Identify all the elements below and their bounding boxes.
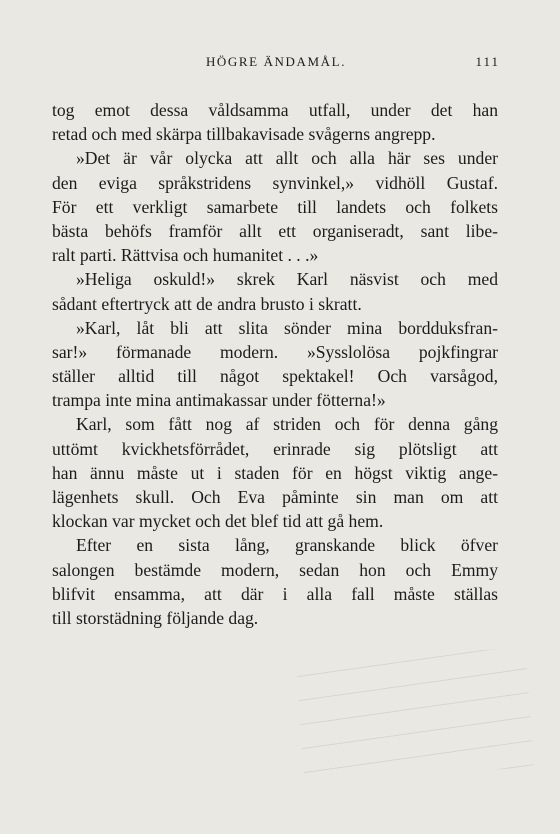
text-line: klockan var mycket och det blef tid att gå hem.	[52, 511, 384, 532]
text-line: »Heliga oskuld!» skrek Karl näsvist och med	[76, 269, 498, 290]
text-line: till storstädning följande dag.	[52, 607, 259, 628]
body-text	[52, 98, 498, 630]
text-line: För ett verkligt samarbete till landets och folkets	[52, 196, 498, 217]
text-line: han ännu måste ut i staden för en högst viktig ange-	[52, 462, 498, 483]
text-line: trampa inte mina antimakassar under fötterna!»	[52, 390, 386, 411]
text-line: salongen bestämde modern, sedan hon och Emmy	[52, 559, 498, 580]
text-line: »Det är vår olycka att allt och alla här ses under	[76, 148, 498, 169]
text-line: uttömt kvickhetsförrådet, erinrade sig plötsligt att	[52, 438, 498, 459]
text-line: tog emot dessa våldsamma utfall, under det han	[52, 100, 498, 120]
text-line: »Karl, låt bli att slita sönder mina bordduksfran-	[76, 317, 498, 338]
text-line: retad och med skärpa tillbakavisade svågerns angrepp.	[52, 124, 436, 145]
text-line: lägenhets skull. Och Eva påminte sin man om att	[52, 487, 498, 507]
text-line: blifvit ensamma, att där i alla fall måste ställas	[52, 583, 498, 604]
text-line: ralt parti. Rättvisa och humanitet . . .»	[52, 245, 319, 266]
text-line: den eviga språkstridens synvinkel,» vidhöll Gustaf.	[52, 172, 498, 193]
show-through-texture	[296, 647, 534, 783]
running-title: HÖGRE ÄNDAMÅL.	[205, 54, 347, 69]
running-header	[52, 54, 500, 74]
page-number: 111	[475, 54, 500, 69]
text-line: Karl, som fått nog af striden och för denna gång	[76, 414, 498, 435]
text-line: bästa behöfs framför allt ett organiseradt, sant libe-	[52, 220, 498, 241]
text-line: sådant eftertryck att de andra brusto i skratt.	[52, 293, 362, 314]
text-line: Efter en sista lång, granskande blick öfver	[76, 535, 498, 556]
text-line: sar!» förmanade modern. »Sysslolösa pojkfingrar	[52, 341, 498, 362]
text-line: ställer alltid till något spektakel! Och varsågod,	[52, 366, 498, 387]
